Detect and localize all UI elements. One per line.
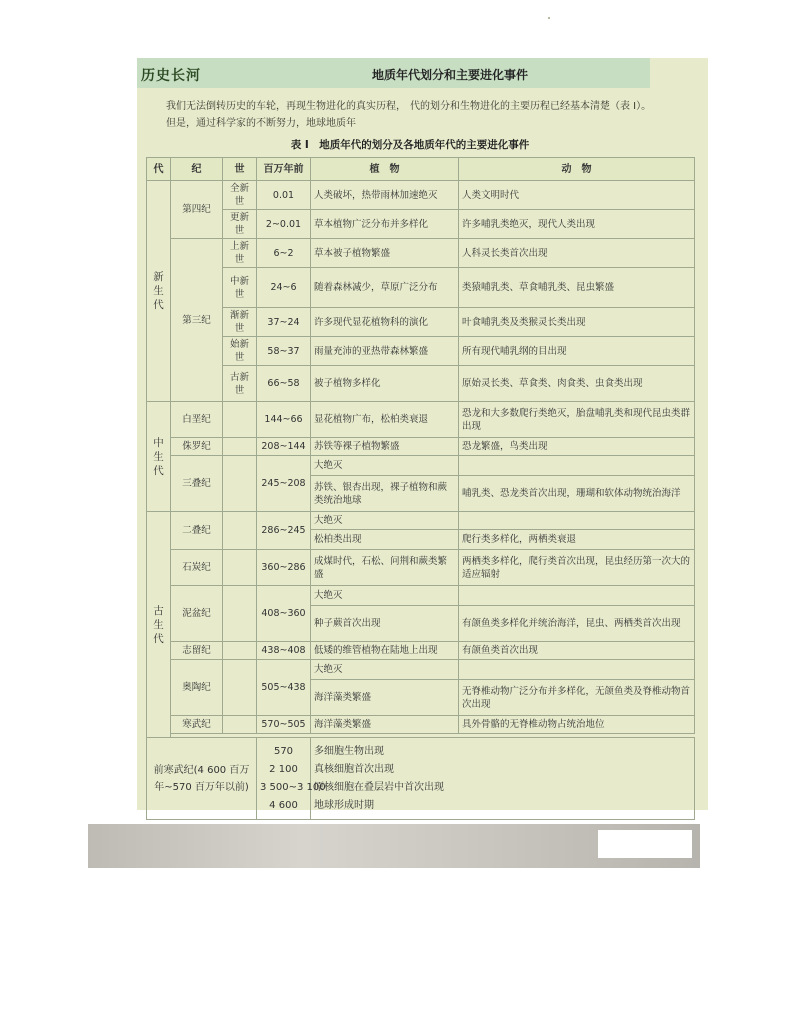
plant-cell: 被子植物多样化 [311,366,459,402]
table-row [147,660,695,680]
period-cell: 三叠纪 [171,456,223,512]
mya-cell: 24~6 [257,268,311,308]
epoch-cell-empty [223,716,257,734]
epoch-cell-empty [223,642,257,660]
table-row [147,268,695,308]
plant-cell: 海洋藻类繁盛 [311,680,459,716]
animal-cell: 所有现代哺乳纲的目出现 [459,337,695,366]
extinction-cell: 大绝灭 [311,512,459,530]
header-mya: 百万年前 [257,158,311,181]
mya-cell: 37~24 [257,308,311,337]
period-cell: 侏罗纪 [171,438,223,456]
epoch-cell-empty [223,660,257,716]
precambrian-label: 前寒武纪(4 600 百万 年~570 百万年以前) [147,738,257,820]
plant-cell: 松柏类出现 [311,530,459,550]
table-row [147,239,695,268]
period-cell: 石炭纪 [171,550,223,586]
plant-cell: 显花植物广布，松柏类衰退 [311,402,459,438]
plant-cell: 许多现代显花植物科的演化 [311,308,459,337]
mya-cell: 505~438 [257,660,311,716]
intro-right-column: 代的划分和生物进化的主要历程已经基本清楚（表 Ⅰ）。 [410,101,652,112]
mya-cell: 208~144 [257,438,311,456]
table-row [147,181,695,210]
animal-cell-empty [459,586,695,606]
header-era: 代 [147,158,171,181]
animal-cell-empty [459,456,695,476]
extinction-cell: 大绝灭 [311,660,459,680]
animal-cell: 许多哺乳类绝灭，现代人类出现 [459,210,695,239]
epoch-cell: 更新世 [223,210,257,239]
period-cell: 第三纪 [171,239,223,402]
plant-cell: 成煤时代，石松、问荆和蕨类繁盛 [311,550,459,586]
mya-cell: 58~37 [257,337,311,366]
mya-cell: 66~58 [257,366,311,402]
plant-cell: 苏铁、银杏出现，裸子植物和蕨类统治地球 [311,476,459,512]
plant-cell: 苏铁等裸子植物繁盛 [311,438,459,456]
table-row [147,456,695,476]
header-epoch: 世 [223,158,257,181]
plant-cell: 草本植物广泛分布并多样化 [311,210,459,239]
epoch-cell-empty [223,438,257,456]
plant-cell: 雨量充沛的亚热带森林繁盛 [311,337,459,366]
header-animals: 动 物 [459,158,695,181]
animal-cell: 具外骨骼的无脊椎动物占统治地位 [459,716,695,734]
mya-cell: 360~286 [257,550,311,586]
animal-cell: 爬行类多样化，两栖类衰退 [459,530,695,550]
table-row [147,512,695,530]
epoch-cell: 古新世 [223,366,257,402]
epoch-cell: 全新世 [223,181,257,210]
mya-cell: 570~505 [257,716,311,734]
animal-cell: 人科灵长类首次出现 [459,239,695,268]
epoch-cell: 中新世 [223,268,257,308]
animal-cell: 恐龙繁盛，鸟类出现 [459,438,695,456]
precambrian-mya: 570 2 100 3 500~3 100 4 600 [257,738,311,820]
precambrian-events: 多细胞生物出现 真核细胞首次出现 原核细胞在叠层岩中首次出现 地球形成时期 [311,738,695,820]
intro-left-column: 我们无法倒转历史的车轮，再现生物进化的真实历程，但是，通过科学家的不断努力，地球地质年 [166,101,406,129]
table-caption: 表 Ⅰ 地质年代的划分及各地质年代的主要进化事件 [290,139,530,151]
animal-cell: 恐龙和大多数爬行类绝灭，胎盘哺乳类和现代昆虫类群出现 [459,402,695,438]
epoch-cell-empty [223,586,257,642]
table-row [147,402,695,438]
page-title: 地质年代划分和主要进化事件 [371,68,528,82]
scan-speck [548,17,550,19]
animal-cell-empty [459,660,695,680]
animal-cell-empty [459,512,695,530]
animal-cell: 无脊椎动物广泛分布并多样化，无颌鱼类及脊椎动物首次出现 [459,680,695,716]
table-row [147,438,695,456]
table-header-row [147,158,695,181]
animal-cell: 有颌鱼类多样化并统治海洋，昆虫、两栖类首次出现 [459,606,695,642]
epoch-cell: 渐新世 [223,308,257,337]
epoch-cell: 上新世 [223,239,257,268]
animal-cell: 两栖类多样化，爬行类首次出现，昆虫经历第一次大的适应辐射 [459,550,695,586]
white-label-patch [598,830,692,858]
table-row-precambrian [147,738,695,820]
period-cell: 泥盆纪 [171,586,223,642]
mya-cell: 6~2 [257,239,311,268]
period-cell: 白垩纪 [171,402,223,438]
mya-cell: 438~408 [257,642,311,660]
plant-cell: 海洋藻类繁盛 [311,716,459,734]
mya-cell: 286~245 [257,512,311,550]
header-period: 纪 [171,158,223,181]
table-row [147,308,695,337]
mya-cell: 2~0.01 [257,210,311,239]
plant-cell: 低矮的维管植物在陆地上出现 [311,642,459,660]
era-paleozoic: 古 生 代 [147,512,171,738]
epoch-cell-empty [223,512,257,550]
table-row [147,366,695,402]
table-row [147,586,695,606]
period-cell: 二叠纪 [171,512,223,550]
plant-cell: 种子蕨首次出现 [311,606,459,642]
extinction-cell: 大绝灭 [311,456,459,476]
period-cell: 第四纪 [171,181,223,239]
epoch-cell-empty [223,402,257,438]
mya-cell: 144~66 [257,402,311,438]
epoch-cell-empty [223,456,257,512]
period-cell: 寒武纪 [171,716,223,734]
animal-cell: 哺乳类、恐龙类首次出现，珊瑚和软体动物统治海洋 [459,476,695,512]
period-cell: 奥陶纪 [171,660,223,716]
animal-cell: 原始灵长类、草食类、肉食类、虫食类出现 [459,366,695,402]
animal-cell: 叶食哺乳类及类猴灵长类出现 [459,308,695,337]
animal-cell: 有颌鱼类首次出现 [459,642,695,660]
geologic-time-table [146,157,695,820]
header-plants: 植 物 [311,158,459,181]
plant-cell: 人类破坏，热带雨林加速绝灭 [311,181,459,210]
era-mesozoic: 中 生 代 [147,402,171,512]
mya-cell: 245~208 [257,456,311,512]
table-row [147,337,695,366]
extinction-cell: 大绝灭 [311,586,459,606]
epoch-cell: 始新世 [223,337,257,366]
table-row [147,642,695,660]
epoch-cell-empty [223,550,257,586]
mya-cell: 0.01 [257,181,311,210]
plant-cell: 随着森林减少，草原广泛分布 [311,268,459,308]
plant-cell: 草本被子植物繁盛 [311,239,459,268]
table-row [147,550,695,586]
era-cenozoic: 新 生 代 [147,181,171,402]
animal-cell: 人类文明时代 [459,181,695,210]
animal-cell: 类猿哺乳类、草食哺乳类、昆虫繁盛 [459,268,695,308]
period-cell: 志留纪 [171,642,223,660]
table-row [147,716,695,734]
table-row [147,210,695,239]
section-tag: 历史长河 [141,68,201,84]
mya-cell: 408~360 [257,586,311,642]
